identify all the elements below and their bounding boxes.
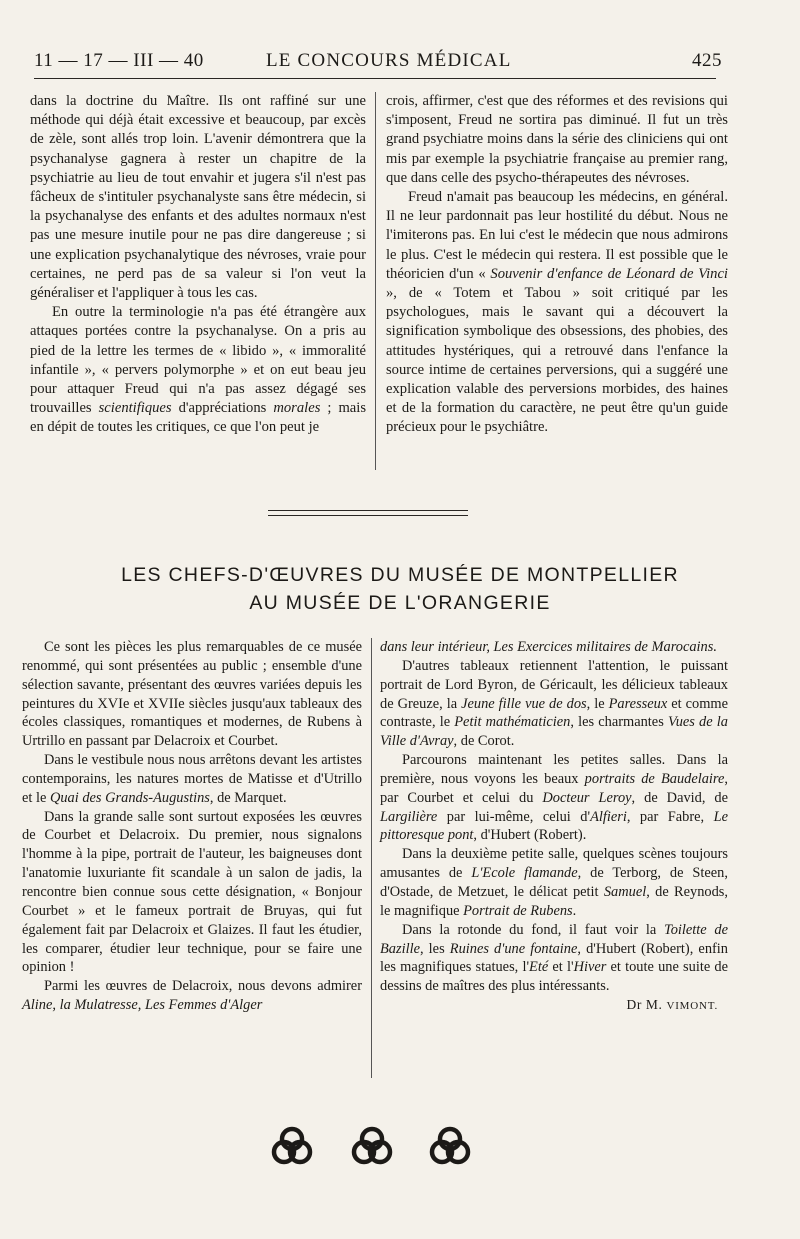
- triple-ring-ornament-icon: [270, 1124, 314, 1168]
- closing-ornaments: [270, 1124, 470, 1170]
- paragraph: Dans le vestibule nous nous arrêtons devant les artistes contemporains, les natures mortes de Matisse et d'Utrillo et le Quai des Grands-Augustins, de Marquet.: [22, 752, 362, 806]
- article2-column-right: [380, 638, 728, 1016]
- article1-column-left: [30, 92, 366, 438]
- paragraph: Ce sont les pièces les plus remarquables de ce musée renommé, qui sont présentées au public ; ensemble d'une sélection savante, présentant des œuvres variées depuis les peintures du XVIe et XVIIe siècles jusqu'aux tableaux des écoles classiques, romantiques et modernes, de Rubens à Urtrillo en passant par Delacroix et Courbet.: [22, 639, 362, 750]
- paragraph: dans leur intérieur, Les Exercices militaires de Marocains.: [380, 639, 717, 655]
- article1-column-right: [386, 92, 728, 438]
- paragraph: En outre la terminologie n'a pas été étrangère aux attaques portées contre la psychanalyse. On a pris au pied de la lettre les termes de « libido », « immoralité infantile », « pervers polymorphe » et on eut beau jeu pour attaquer Freud qui n'a pas assez dégagé ses trouvailles scientifiques d'appréciations morales ; mais en dépit de toutes les critiques, ce que l'on peut je: [30, 304, 367, 436]
- journal-title: LE CONCOURS MÉDICAL: [266, 50, 512, 71]
- author-signature: Dr M. VIMONT.: [626, 997, 718, 1013]
- paragraph: Dans la rotonde du fond, il faut voir la Toilette de Bazille, les Ruines d'une fontaine, d'Hubert (Robert), enfin les magnifiques statues, l'Eté et l'Hiver et toute une suite de dessins de maîtres des plus intéressants.: [380, 921, 728, 995]
- header-rule: [34, 78, 716, 79]
- section-separator: [268, 510, 468, 516]
- column-divider: [371, 638, 372, 1078]
- triple-ring-ornament-icon: [428, 1124, 472, 1168]
- article-title: LES CHEFS-D'ŒUVRES DU MUSÉE DE MONTPELLIER: [121, 564, 679, 586]
- paragraph: Freud n'amait pas beaucoup les médecins, en général. Il ne leur pardonnait pas leur hostilité du début. Nous ne l'imiterons pas. En lui c'est le médecin que nous admirons le plus. C'est le médecin qui restera. Il est possible que le théoricien d'un « Souvenir d'enfance de Léonard de Vinci », de « Totem et Tabou » soit critiqué par les psychologues, mais le savant qui a découvert la signification symbolique des obsessions, des phobies, des attitudes hystériques, qui a retrouvé dans l'enfance la source intime de certaines perversions, qui a suggéré une explication valable des perversions morbides, des haines et de la formation du caractère, ne peut être qu'un guide précieux pour le psychiâtre.: [386, 189, 728, 436]
- page-number: 425: [692, 50, 722, 71]
- paragraph: Parcourons maintenant les petites salles. Dans la première, nous voyons les beaux portraits de Baudelaire, par Courbet et celui du Docteur Leroy, de David, de Largilière par lui-même, celui d'Alfieri, par Fabre, Le pittoresque pont, d'Hubert (Robert).: [380, 752, 729, 844]
- paragraph: Parmi les œuvres de Delacroix, nous devons admirer Aline, la Mulatresse, Les Femmes d'Alger: [22, 978, 362, 1014]
- paragraph: Dans la grande salle sont surtout exposées les œuvres de Courbet et Delacroix. Du premier, nous signalons l'homme à la pipe, portrait de l'auteur, les baigneuses dont l'anatomie luxuriante fit scandale à un salon de jadis, la rencontre bien connue sous cette désignation, « Bonjour Courbet » et le fameux portrait de Bruyas, qui fut également fait par Delacroix et Glaizes. Il faut les étudier, les comparer, étudier leur technique, pour se faire une opinion !: [22, 808, 362, 976]
- page-header: [34, 46, 722, 74]
- article-subtitle: AU MUSÉE DE L'ORANGERIE: [249, 592, 551, 614]
- paragraph: Dans la deuxième petite salle, quelques scènes toujours amusantes de L'Ecole flamande, de Terborg, de Steen, d'Ostade, de Metzuet, le délicat petit Samuel, de Reynods, le magnifique Portrait de Rubens.: [380, 846, 729, 919]
- article2-column-left: [22, 638, 362, 1015]
- paragraph: crois, affirmer, c'est que des réformes et des revisions qui s'imposent, Freud ne sortira pas diminué. Il fut un très grand psychiatre moins dans la série des cliniciens qui ont mis par exemple la psychiatrie française au premier rang, que dans celle des psycho-thérapeutes des névroses.: [386, 93, 728, 186]
- paragraph: dans la doctrine du Maître. Ils ont raffiné sur une méthode qui déjà était excessive et beaucoup, par excès de zèle, sont allés trop loin. L'avenir démontrera que la psychanalyse gagnera à rester un chapitre de la psychiatrie au lieu de tout envahir et jugera s'il n'est pas fâcheux de s'intituler psychanalyste sans être médecin, si la psychanalyse des enfants et des adultes normaux n'est pas une mesure inutile pour ne pas dire dangereuse ; si une explication psychanalytique des névroses, vraie pour certaines, ne perd pas de sa valeur si l'on veut la généraliser et l'appliquer à tous les cas.: [30, 93, 366, 302]
- triple-ring-ornament-icon: [350, 1124, 394, 1168]
- issue-reference: 11 — 17 — III — 40: [34, 50, 204, 71]
- paragraph: D'autres tableaux retiennent l'attention, le puissant portrait de Lord Byron, de Géricault, les délicieux tableaux de Greuze, la Jeune fille vue de dos, le Paresseux et comme contraste, le Petit mathématicien, les charmantes Vues de la Ville d'Avray, de Corot.: [380, 657, 728, 750]
- column-divider: [375, 92, 376, 470]
